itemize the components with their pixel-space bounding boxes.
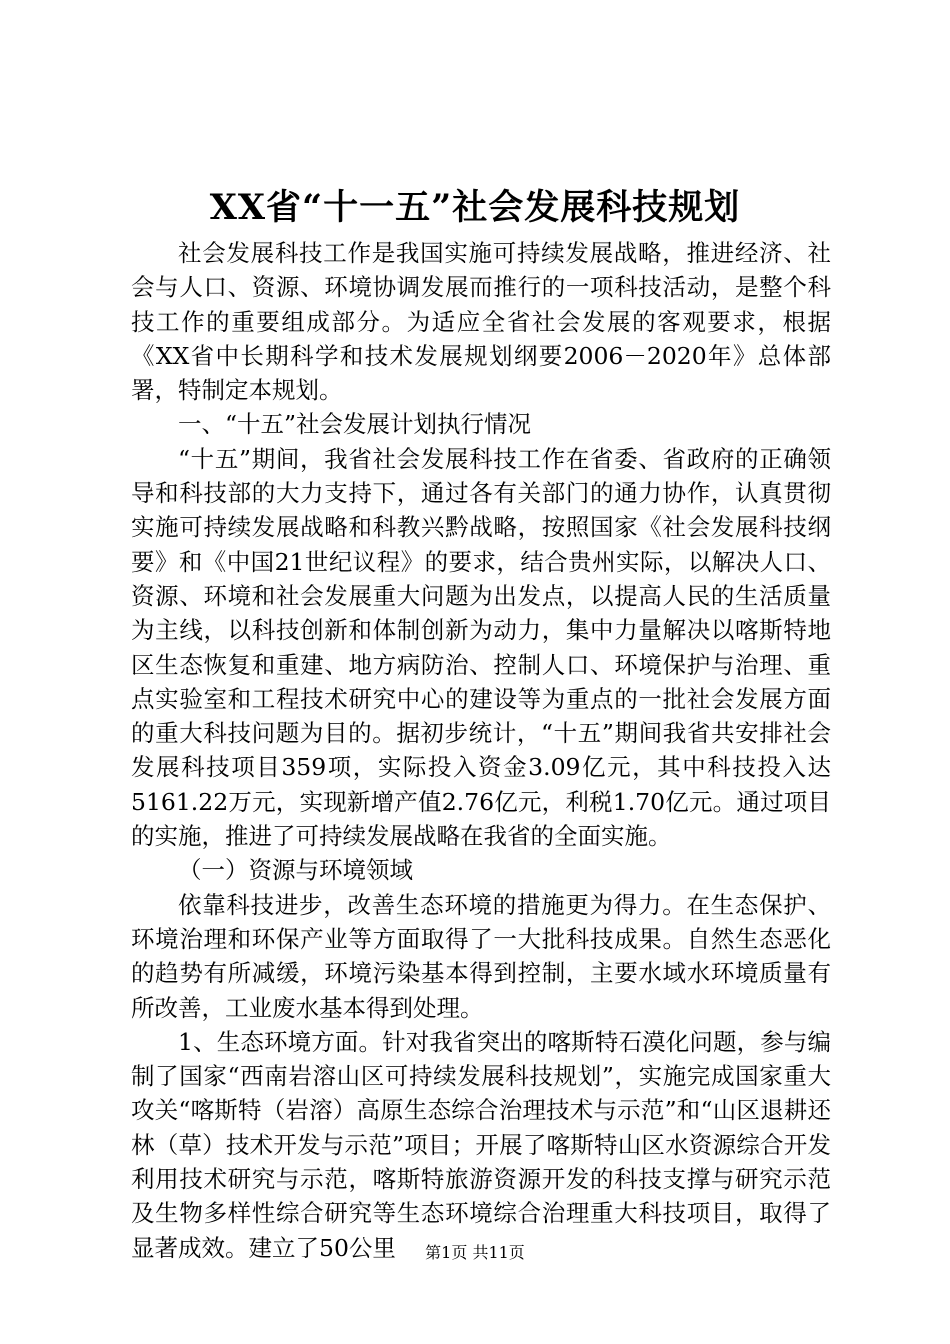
document-body xyxy=(131,236,831,1265)
subsection-heading-1: （一）资源与环境领域 xyxy=(178,856,413,885)
page-footer: 第1页 共11页 xyxy=(425,1243,525,1262)
paragraph-overview: “十五”期间，我省社会发展科技工作在省委、省政府的正确领导和科技部的大力支持下，通过各有关部门的通力协作，认真贯彻实施可持续发展战略和科教兴黔战略，按照国家《社会发展科技纲要》和《中国21世纪议程》的要求，结合贵州实际，以解决人口、资源、环境和社会发展重大问题为出发点，以提高人民的生活质量为主线，以科技创新和体制创新为动力，集中力量解决以喀斯特地区生态恢复和重建、地方病防治、控制人口、环境保护与治理、重点实验室和工程技术研究中心的建设等为重点的一批社会发展方面的重大科技问题为目的。据初步统计，“十五”期间我省共安排社会发展科技项目359项，实际投入资金3.09亿元，其中科技投入达5161.22万元，实现新增产值2.76亿元，利税1.70亿元。通过项目的实施，推进了可持续发展战略在我省的全面实施。 xyxy=(131,444,831,851)
section-heading-1: 一、“十五”社会发展计划执行情况 xyxy=(178,410,532,439)
paragraph-intro: 社会发展科技工作是我国实施可持续发展战略，推进经济、社会与人口、资源、环境协调发展而推行的一项科技活动，是整个科技工作的重要组成部分。为适应全省社会发展的客观要求，根据《XX省中长期科学和技术发展规划纲要2006－2020年》总体部署，特制定本规划。 xyxy=(131,239,831,405)
page-title: XX省“十一五”社会发展科技规划 xyxy=(209,187,741,228)
paragraph-environment: 依靠科技进步，改善生态环境的措施更为得力。在生态保护、环境治理和环保产业等方面取得了一大批科技成果。自然生态恶化的趋势有所减缓，环境污染基本得到控制，主要水域水环境质量有所改善，工业废水基本得到处理。 xyxy=(131,890,831,1022)
paragraph-ecology: 1、生态环境方面。针对我省突出的喀斯特石漠化问题，参与编制了国家“西南岩溶山区可持续发展科技规划”，实施完成国家重大攻关“喀斯特（岩溶）高原生态综合治理技术与示范”和“山区退耕还林（草）技术开发与示范”项目；开展了喀斯特山区水资源综合开发利用技术研究与示范，喀斯特旅游资源开发的科技支撑与研究示范及生物多样性综合研究等生态环境综合治理重大科技项目，取得了显著成效。建立了50公里 xyxy=(131,1027,831,1262)
